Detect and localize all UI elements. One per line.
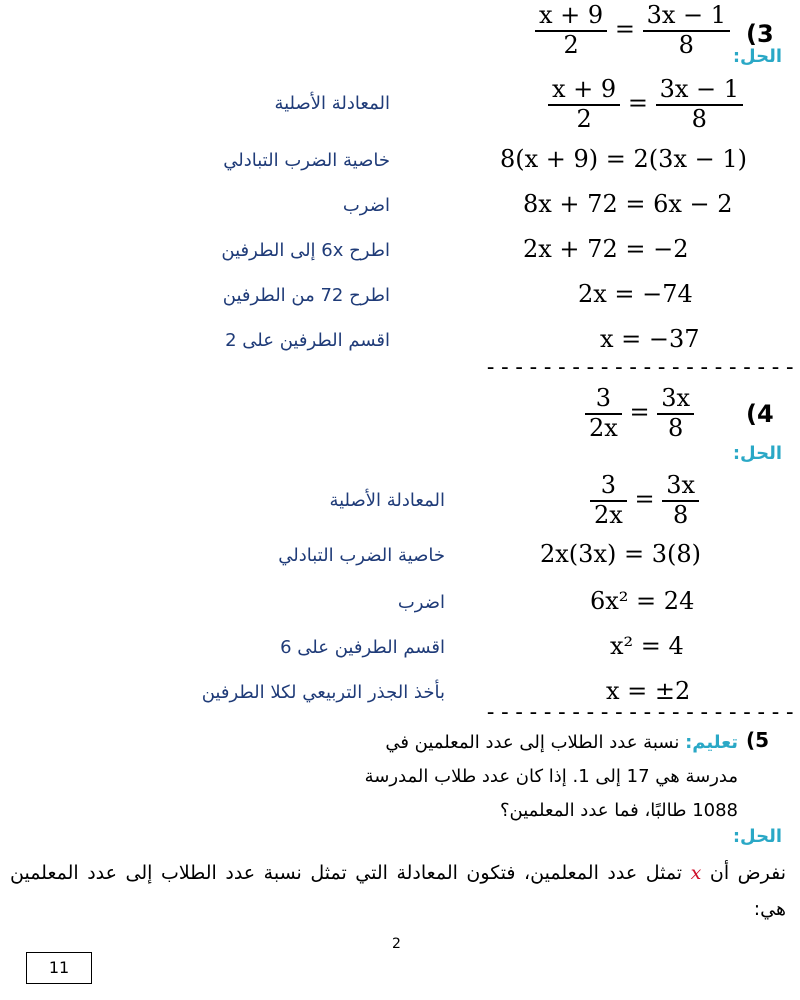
p3-step-label-0: المعادلة الأصلية bbox=[274, 93, 390, 114]
p4-step-label-0: المعادلة الأصلية bbox=[329, 490, 445, 511]
p3-lhs-fraction bbox=[535, 2, 607, 59]
p4-solution-label: الحل: bbox=[732, 443, 782, 464]
p3-rhs-num: 3x − 1 bbox=[643, 2, 730, 32]
p5-number: (5 bbox=[746, 728, 770, 752]
p5-line-2: 1088 طالبًا، فما عدد المعلمين؟ bbox=[499, 800, 738, 821]
p3-lhs-den: 2 bbox=[563, 30, 579, 59]
p3-step-math-1: 8(x + 9) = 2(3x − 1) bbox=[500, 145, 747, 173]
p3-step-math-4: 2x = −74 bbox=[578, 280, 693, 308]
p3-step-math-3: 2x + 72 = −2 bbox=[523, 235, 689, 263]
separator-1: ---------------------- bbox=[484, 355, 798, 380]
p4-step-math-0: $\frac{3}{2x}$ = $\frac{3x}{8}$ bbox=[590, 472, 699, 529]
p4-step-label-1: خاصية الضرب التبادلي bbox=[278, 545, 445, 566]
p5-line-0 bbox=[385, 732, 738, 753]
page-number-center: 2 bbox=[392, 936, 401, 952]
p4-step-math-4: x = ±2 bbox=[606, 677, 691, 705]
p4-step-label-4: بأخذ الجذر التربيعي لكلا الطرفين bbox=[201, 682, 445, 703]
p3-lhs-num: x + 9 bbox=[535, 2, 607, 32]
p3-rhs-den: 8 bbox=[678, 30, 694, 59]
p4-number: (4 bbox=[746, 400, 774, 428]
p5-line-1: مدرسة هي 17 إلى 1. إذا كان عدد طلاب المدرسة bbox=[364, 766, 738, 787]
p3-rhs-fraction bbox=[643, 2, 730, 59]
p4-step-math-1: 2x(3x) = 3(8) bbox=[540, 540, 701, 568]
p3-step-label-3: اطرح 6x إلى الطرفين bbox=[221, 240, 390, 261]
p5-title: تعليم: bbox=[685, 732, 738, 753]
p5-solution-label: الحل: bbox=[732, 826, 782, 847]
p3-number: (3 bbox=[746, 20, 774, 48]
p4-step-label-3: اقسم الطرفين على 6 bbox=[280, 637, 445, 658]
p3-step-math-2: 8x + 72 = 6x − 2 bbox=[523, 190, 733, 218]
p3-step-label-4: اطرح 72 من الطرفين bbox=[222, 285, 390, 306]
p4-step-math-3: x² = 4 bbox=[610, 632, 684, 660]
variable-x: x bbox=[690, 862, 702, 884]
p3-solution-label: الحل: bbox=[732, 46, 782, 67]
separator-2: ---------------------- bbox=[484, 700, 798, 725]
p4-step-math-2: 6x² = 24 bbox=[590, 587, 695, 615]
p3-step-math-0: $\frac{x + 9}{2}$ = $\frac{3x - 1}{8}$ bbox=[548, 76, 743, 133]
p3-equation: $\frac{x + 9}{2}$ = $\frac{3x - 1}{8}$ bbox=[535, 2, 730, 59]
p5-line-0-text: نسبة عدد الطلاب إلى عدد المعلمين في bbox=[385, 732, 680, 753]
p3-step-label-1: خاصية الضرب التبادلي bbox=[223, 150, 390, 171]
p4-step-label-2: اضرب bbox=[397, 592, 445, 613]
p3-step-label-2: اضرب bbox=[342, 195, 390, 216]
p3-step-label-5: اقسم الطرفين على 2 bbox=[225, 330, 390, 351]
p4-equation: $\frac{3}{2x}$ = $\frac{3x}{8}$ bbox=[585, 385, 694, 442]
p3-step-math-5: x = −37 bbox=[600, 325, 700, 353]
p5-paragraph: نفرض أن x تمثل عدد المعلمين، فتكون المعادلة التي تمثل نسبة عدد الطلاب إلى عدد المعلمين هي: bbox=[10, 862, 786, 920]
page-number-box: 11 bbox=[26, 952, 92, 984]
